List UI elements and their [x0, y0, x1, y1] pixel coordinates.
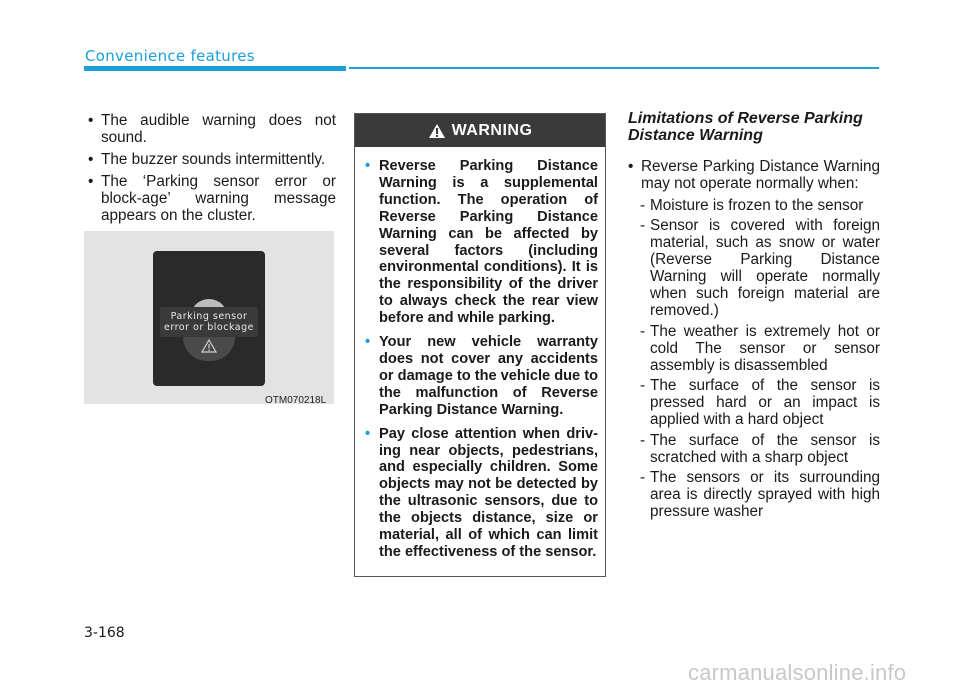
header-rule-accent	[84, 66, 346, 71]
message-line-1: Parking sensor	[170, 311, 248, 322]
list-item: • The buzzer sounds intermittently.	[88, 151, 336, 168]
figure-code: OTM070218L	[265, 395, 327, 406]
left-column	[88, 112, 336, 229]
warning-item: • Your new vehicle warranty does not cover any accidents or damage to the vehicle due to the malfunction of Reverse Parking Distance Warning.	[365, 334, 598, 419]
page-number: 3-168	[84, 625, 125, 641]
warning-header	[355, 114, 605, 147]
condition-item: - The sensors or its surrounding area is directly sprayed with high pressure washer	[640, 469, 880, 520]
warning-list	[355, 147, 605, 561]
condition-item: - The surface of the sensor is scratched with a sharp object	[640, 432, 880, 466]
limitations-intro: • Reverse Parking Distance Warning may not operate normally when:	[628, 158, 880, 192]
warning-box	[354, 113, 606, 577]
warning-triangle-icon	[428, 123, 446, 139]
list-item: • The ‘Parking sensor error or block-age’ warning message appears on the cluster.	[88, 173, 336, 224]
cluster-message	[160, 307, 258, 337]
condition-item: - Moisture is frozen to the sensor	[640, 197, 880, 214]
warning-triangle-icon	[201, 339, 217, 353]
warning-item: • Pay close attention when driv-ing near objects, pedestrians, and especially children. Some objects may not be detected by the ultrasonic sensors, due to the objects distance, size or material, all of which can limit the effectiveness of the sensor.	[365, 426, 598, 561]
right-column	[628, 110, 880, 523]
heading-line-1: Limitations of Reverse Parking	[628, 110, 863, 127]
condition-item: - The weather is extremely hot or cold The sensor or sensor assembly is disassembled	[640, 323, 880, 374]
condition-item: - The surface of the sensor is pressed hard or an impact is applied with a hard object	[640, 377, 880, 428]
condition-item: - Sensor is covered with foreign material, such as snow or water (Reverse Parking Distance Warning will operate normally when such foreign material are removed.)	[640, 217, 880, 319]
watermark: carmanualsonline.info	[688, 660, 907, 685]
cluster-display	[153, 251, 265, 386]
cluster-figure	[84, 231, 334, 404]
header-rule	[349, 67, 879, 69]
warning-item: • Reverse Parking Distance Warning is a supplemental function. The operation of Reverse Parking Distance Warning can be affected by several factors (including environmental conditions). It is the responsibility of the driver to always check the rear view before and while parking.	[365, 158, 598, 327]
heading-line-2: Distance Warning	[628, 127, 763, 144]
section-title: Convenience features	[85, 47, 255, 65]
message-line-2: error or blockage	[164, 322, 254, 333]
warning-title: WARNING	[451, 121, 533, 139]
conditions-list	[628, 197, 880, 520]
list-item: • The audible warning does not sound.	[88, 112, 336, 146]
limitations-heading	[628, 110, 880, 144]
symptom-list	[88, 112, 336, 224]
